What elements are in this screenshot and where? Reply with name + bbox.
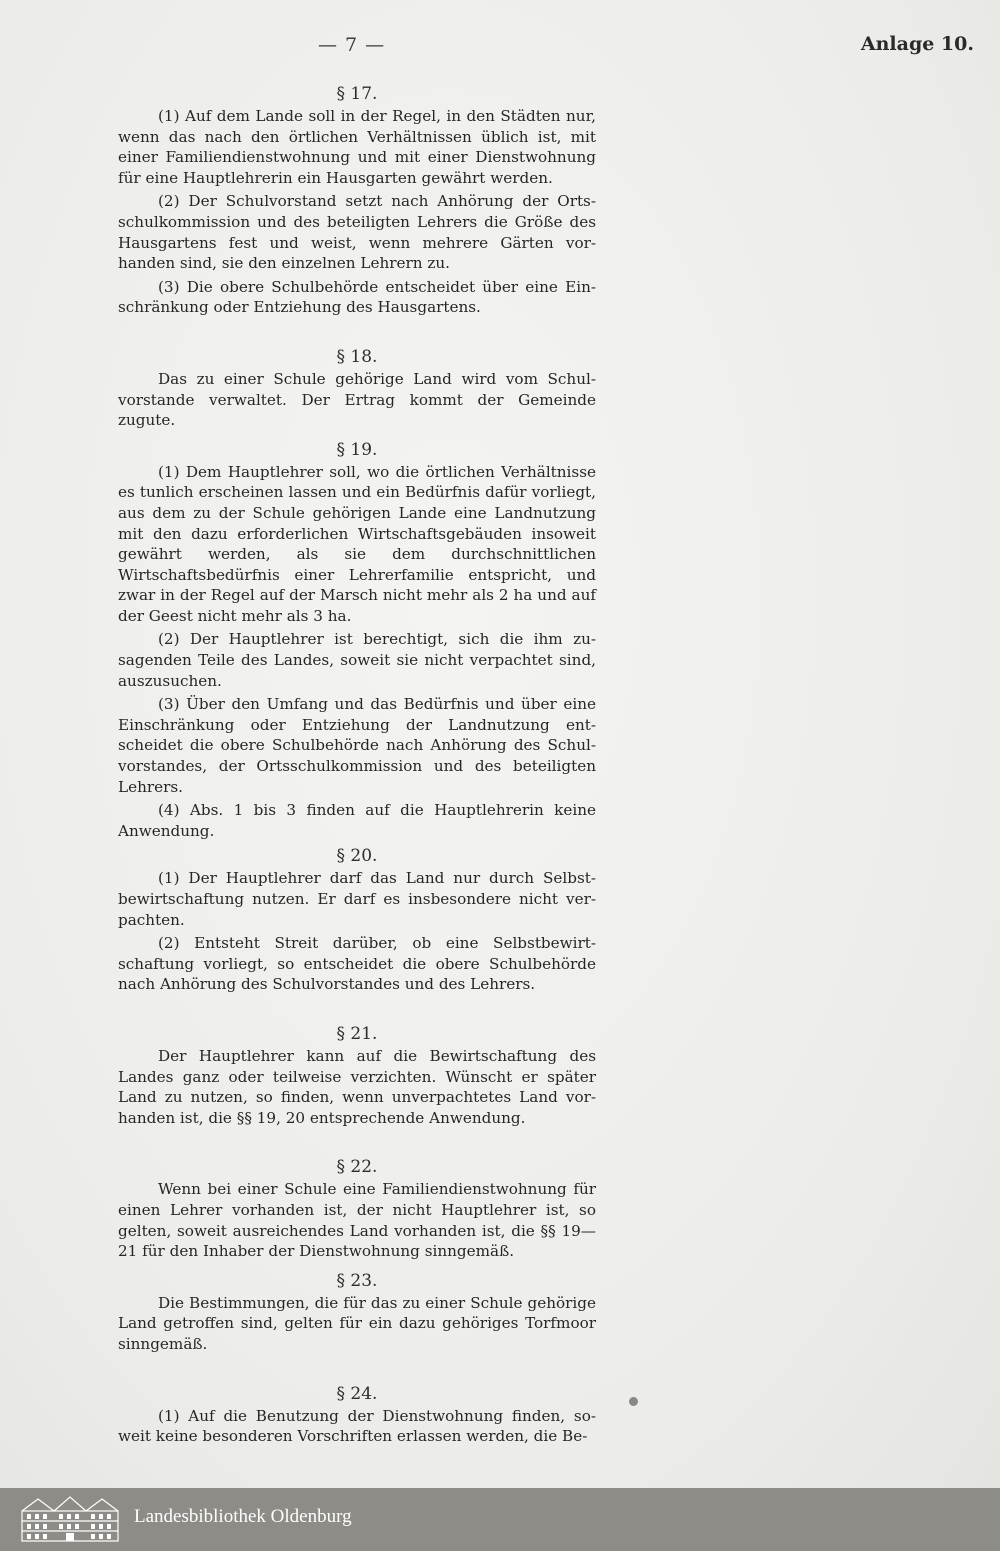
document-body xyxy=(118,82,596,1450)
paragraph: (2) Der Hauptlehrer ist berechtigt, sich die ihm zusagenden Teile des Landes, soweit sie nicht verpachtet sind, auszusuchen. xyxy=(118,630,596,690)
section-21 xyxy=(118,1022,596,1128)
paragraph: Der Hauptlehrer kann auf die Bewirtschaftung des Landes ganz oder teilweise verzichten. Wünscht er später Land zu nutzen, so finden, wenn unverpachtetes Land vorhanden ist, die §§ 19, 20 entsprechende Anwendung. xyxy=(118,1046,596,1127)
paragraph: Wenn bei einer Schule eine Familiendienstwohnung für einen Lehrer vorhanden ist, der nicht Hauptlehrer ist, so gelten, soweit ausreichendes Land vorhanden ist, die §§ 19—21 für den Inhaber der Dienstwohnung sinngemäß. xyxy=(118,1180,596,1261)
paragraph: (1) Dem Hauptlehrer soll, wo die örtlichen Verhältnisse es tunlich erscheinen lassen und ein Bedürfnis dafür vorliegt, aus dem zu der Schule gehörigen Lande eine Landnutzung mit den dazu erforderlichen Wirtschaftsgebäuden insoweit gewährt werden, als sie dem durchschnittlichen Wirtschaftsbedürfnis einer Lehrerfamilie entspricht, und zwar in der Regel auf der Marsch nicht mehr als 2 ha und auf der Geest nicht mehr als 3 ha. xyxy=(118,462,596,625)
paragraph: (1) Auf dem Lande soll in der Regel, in den Städten nur, wenn das nach den örtlichen Verhältnissen üblich ist, mit einer Familiendienstwohnung und mit einer Dienstwohnung für eine Hauptlehrerin ein Hausgarten gewährt werden. xyxy=(118,107,596,187)
paragraph: (2) Der Schulvorstand setzt nach Anhörung der Ortsschulkommission und des beteiligten Lehrers die Größe des Hausgartens fest und weist, wenn mehrere Gärten vorhanden sind, sie den einzelnen Lehrern zu. xyxy=(118,192,596,273)
section-heading: § 18. xyxy=(336,346,378,367)
paragraph: (2) Entsteht Streit darüber, ob eine Selbstbewirtschaftung vorliegt, so entscheidet die obere Schulbehörde nach Anhörung des Schulvorstandes und des Lehrers. xyxy=(118,934,596,994)
section-heading: § 20. xyxy=(336,846,378,867)
section-heading: § 24. xyxy=(336,1383,378,1404)
annex-label: Anlage 10. xyxy=(860,33,974,55)
section-18 xyxy=(118,345,596,431)
section-17 xyxy=(118,82,596,318)
paragraph: (3) Die obere Schulbehörde entscheidet über eine Einschränkung oder Entziehung des Hausgartens. xyxy=(118,277,596,317)
library-building-icon xyxy=(18,1495,122,1543)
paragraph: (1) Auf die Benutzung der Dienstwohnung finden, soweit keine besonderen Vorschriften erlassen werden, die Be- xyxy=(118,1406,596,1446)
section-heading: § 17. xyxy=(336,84,378,104)
paragraph: Die Bestimmungen, die für das zu einer Schule gehörige Land getroffen sind, gelten für ein dazu gehöriges Torfmoor sinngemäß. xyxy=(118,1293,596,1353)
library-name[interactable]: Landesbibliothek Oldenburg xyxy=(134,1506,352,1527)
section-23 xyxy=(118,1269,596,1355)
paragraph: (1) Der Hauptlehrer darf das Land nur durch Selbstbewirtschaftung nutzen. Er darf es insbesondere nicht verpachten. xyxy=(118,869,596,929)
paragraph: (4) Abs. 1 bis 3 finden auf die Hauptlehrerin keine Anwendung. xyxy=(118,801,596,840)
library-footer xyxy=(0,1488,1000,1551)
paragraph: (3) Über den Umfang und das Bedürfnis und über eine Einschränkung oder Entziehung der Landnutzung entscheidet die obere Schulbehörde nach Anhörung des Schulvorstandes, der Ortsschulkommission und des beteiligten Lehrers. xyxy=(118,695,596,796)
margin-dot xyxy=(629,1397,638,1406)
page-number: — 7 — xyxy=(318,34,386,56)
section-heading: § 22. xyxy=(336,1157,378,1178)
section-19 xyxy=(118,438,596,842)
section-22 xyxy=(118,1155,596,1261)
section-heading: § 21. xyxy=(336,1023,378,1044)
section-24 xyxy=(118,1382,596,1447)
section-20 xyxy=(118,844,596,995)
paragraph: Das zu einer Schule gehörige Land wird vom Schulvorstande verwaltet. Der Ertrag kommt der Gemeinde zugute. xyxy=(118,369,596,430)
section-heading: § 19. xyxy=(336,439,378,460)
section-heading: § 23. xyxy=(336,1270,378,1291)
